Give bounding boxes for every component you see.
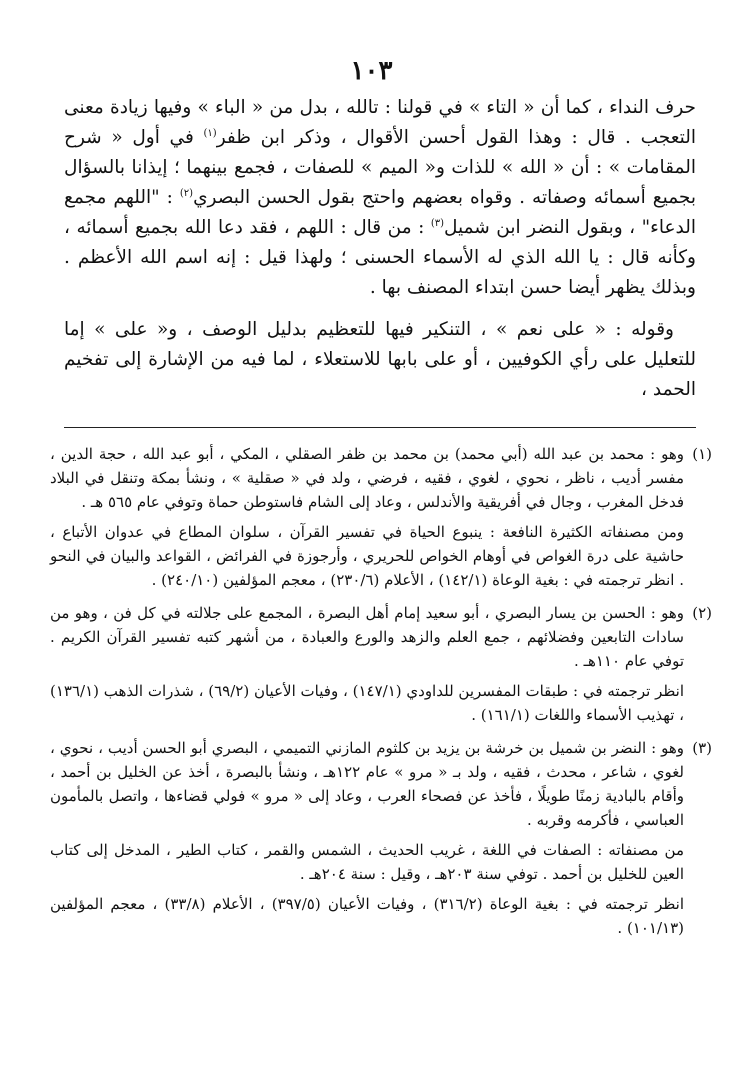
footnote-paragraph: ومن مصنفاته الكثيرة النافعة : ينبوع الحياة في تفسير القرآن ، سلوان المطاع في عدوان الأتباع ، حاشية على درة الغواص في أوهام الخواص للحريري ، وأرجوزة في الفرائض ، القواعد والبيان في النحو . انظر ترجمته في : بغية الوعاة (١٤٢/١) ، الأعلام (٢٣٠/٦) ، معجم المؤلفين (٢٤٠/١٠) .	[50, 523, 684, 589]
footnote-divider	[64, 427, 696, 428]
main-paragraph-2: وقوله : « على نعم » ، التنكير فيها للتعظيم بدليل الوصف ، و« على » إما للتعليل على رأي الكوفيين ، أو على بابها للاستعلاء ، لما فيه من الإشارة إلى تفخيم الحمد ،	[64, 319, 696, 400]
page-number: ١٠٣	[350, 56, 393, 86]
footnote-ref-1: (١)	[203, 127, 217, 139]
footnote-ref-3: (٣)	[430, 217, 444, 229]
footnote-3	[50, 736, 712, 940]
footnote-paragraph: انظر ترجمته في : طبقات المفسرين للداودي (١٤٧/١) ، وفيات الأعيان (٦٩/٢) ، شذرات الذهب (١٣٦/١) ، تهذيب الأسماء واللغات (١٦١/١) .	[50, 682, 685, 724]
footnote-1	[50, 442, 712, 592]
footnote-paragraph: انظر ترجمته في : بغية الوعاة (٣١٦/٢) ، وفيات الأعيان (٣٩٧/٥) ، الأعلام (٣٣/٨) ، معجم المؤلفين (١٠١/١٣) .	[50, 895, 684, 937]
footnote-ref-2: (٢)	[179, 187, 194, 199]
footnote-number: (٣)	[692, 739, 712, 757]
footnote-paragraph: وهو : محمد بن عبد الله (أبي محمد) بن محمد بن ظفر الصقلي ، المكي ، أبو عبد الله ، حجة الدين ، مفسر أديب ، ناظر ، نحوي ، لغوي ، فقيه ، فرضي ، ولد في « صقلية » ، ونشأ بمكة وتنقل في البلاد فدخل المغرب ، وجال في أفريقية والأندلس ، وعاد إلى الشام فاستوطن حماة وتوفي عام ٥٦٥ هـ .	[50, 445, 684, 511]
footnote-2	[50, 601, 712, 727]
footnote-number: (١)	[692, 445, 712, 463]
footnote-number: (٢)	[692, 604, 712, 622]
footnote-paragraph: وهو : النضر بن شميل بن خرشة بن يزيد بن كلثوم المازني التميمي ، البصري أبو الحسن أديب ، نحوي ، لغوي ، شاعر ، محدث ، فقيه ، ولد بـ « مرو » عام ١٢٢هـ ، ونشأ بالبصرة ، أخذ عن الخليل بن أحمد ، وأقام بالبادية زمنًا طويلًا ، فأخذ عن فصحاء العرب ، وعاد إلى « مرو » فولي قضاءها ، واتصل بالمأمون العباسي ، فأكرمه وقربه .	[50, 739, 684, 829]
footnote-paragraph: وهو : الحسن بن يسار البصري ، أبو سعيد إمام أهل البصرة ، المجمع على جلالته في كل فن ، وهو من سادات التابعين وفضلائهم ، جمع العلم والزهد والورع والعبادة ، من أشهر كتبه تفسير القرآن الكريم . توفي عام ١١٠هـ .	[50, 604, 684, 670]
main-text	[64, 93, 696, 405]
footnote-paragraph: من مصنفاته : الصفات في اللغة ، غريب الحديث ، الشمس والقمر ، كتاب الطير ، المدخل إلى كتاب العين للخليل بن أحمد . توفي سنة ٢٠٣هـ ، وقيل : سنة ٢٠٤هـ .	[50, 841, 684, 883]
footnotes	[50, 442, 712, 940]
main-paragraph-1: حرف النداء ، كما أن « التاء » في قولنا : تالله ، بدل من « الباء » وفيها زيادة معنى التعجب . قال : وهذا القول أحسن الأقوال ، وذكر ابن ظفر$^{(١)}$ في أول « شرح المقامات » : أن « الله » للذات و« الميم » للصفات ، فجمع بينهما ؛ إيذانا بالسؤال بجميع أسمائه وصفاته . وقواه بعضهم واحتج بقول الحسن البصري$^{(٢)}$ : "اللهم مجمع الدعاء" ، وبقول النضر ابن شميل$^{(٣)}$ : من قال : اللهم ، فقد دعا الله بجميع أسمائه ، وكأنه قال : يا الله الذي له الأسماء الحسنى ؛ ولهذا قيل : إنه اسم الله الأعظم . وبذلك يظهر أيضا حسن ابتداء المصنف بها .	[64, 97, 696, 298]
